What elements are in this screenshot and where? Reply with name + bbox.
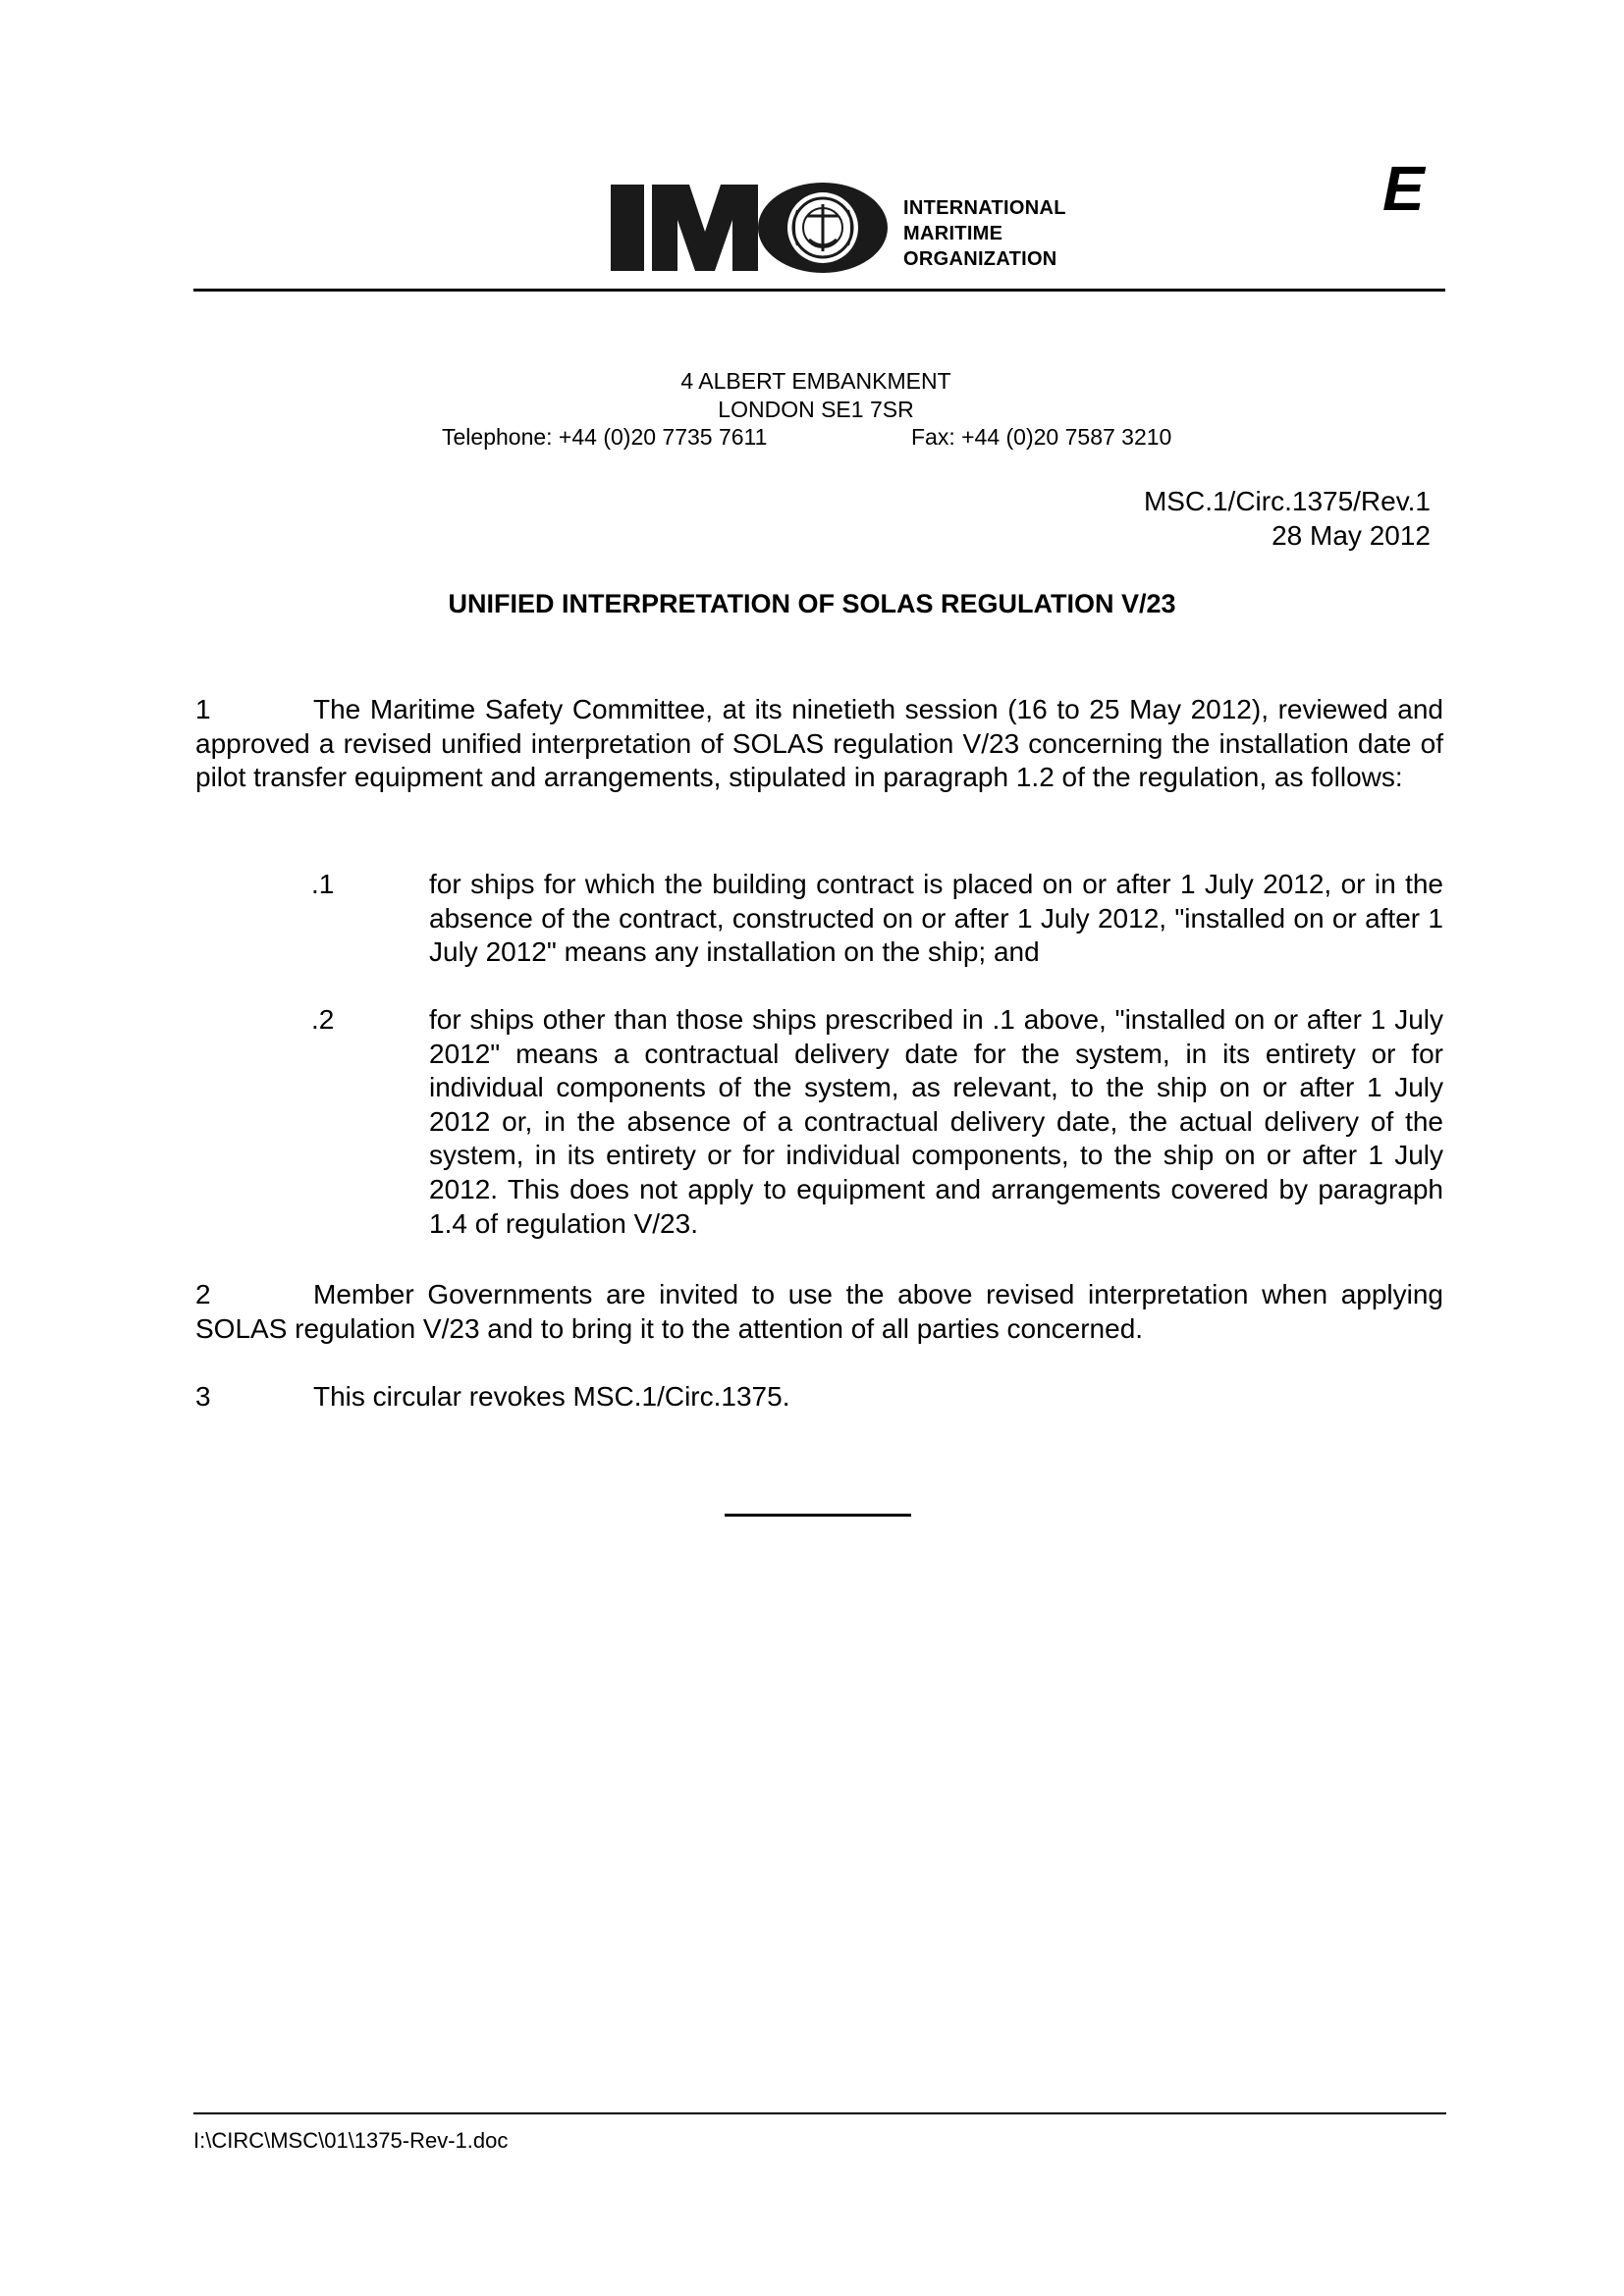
paragraph-2: [195, 1278, 1443, 1346]
organization-name: [903, 195, 1066, 272]
paragraph-text: The Maritime Safety Committee, at its ninetieth session (16 to 25 May 2012), reviewed and approved a revised unified interpretation of SOLAS regulation V/23 concerning the installation date of pilot transfer equipment and arrangements, stipulated in paragraph 1.2 of the regulation, as follows:: [195, 694, 1443, 793]
document-date: 28 May 2012: [1272, 520, 1431, 551]
end-of-document-line: [725, 1514, 911, 1517]
paragraph-3: [195, 1380, 1443, 1415]
org-line-1: INTERNATIONAL: [903, 197, 1066, 219]
fax: Fax: +44 (0)20 7587 3210: [911, 424, 1172, 450]
paragraph-number: 1: [195, 694, 211, 724]
org-line-3: ORGANIZATION: [903, 248, 1057, 270]
paragraph-number: 3: [195, 1381, 211, 1412]
document-reference: MSC.1/Circ.1375/Rev.1: [1143, 486, 1431, 516]
address-line-2: LONDON SE1 7SR: [718, 397, 914, 422]
sub-item-2: [311, 1003, 1443, 1241]
document-title: UNIFIED INTERPRETATION OF SOLAS REGULATION V/23: [448, 589, 1176, 618]
footer-rule: [193, 2112, 1446, 2114]
sub-item-text: for ships for which the building contract is placed on or after 1 July 2012, or in the absence of the contract, constructed on or after 1 July 2012, "installed on or after 1 July 2012" means any installation on the ship; and: [429, 869, 1443, 968]
paragraph-number: 2: [195, 1279, 211, 1309]
org-line-2: MARITIME: [903, 223, 1003, 244]
footer-file-path: I:\CIRC\MSC\01\1375-Rev-1.doc: [193, 2128, 509, 2153]
telephone: Telephone: +44 (0)20 7735 7611: [442, 424, 768, 450]
imo-logo: [611, 181, 890, 275]
language-letter: E: [1382, 153, 1425, 224]
sub-item-number: .1: [311, 869, 335, 899]
header-rule: [193, 289, 1445, 292]
paragraph-text: This circular revokes MSC.1/Circ.1375.: [313, 1381, 790, 1412]
sub-item-text: for ships other than those ships prescribed in .1 above, "installed on or after 1 July 2012" means a contractual delivery date for the system, in its entirety or for individual components of the system, as relevant, to the ship on or after 1 July 2012 or, in the absence of a contractual delivery date, the actual delivery of the system, in its entirety or for individual components, to the ship on or after 1 July 2012. This does not apply to equipment and arrangements covered by paragraph 1.4 of regulation V/23.: [429, 1004, 1443, 1239]
sub-item-number: .2: [311, 1004, 335, 1035]
paragraph-1: [195, 693, 1443, 795]
address-line-1: 4 ALBERT EMBANKMENT: [680, 368, 951, 394]
sub-item-1: [311, 868, 1443, 970]
paragraph-text: Member Governments are invited to use the above revised interpretation when applying SOLAS regulation V/23 and to bring it to the attention of all parties concerned.: [195, 1279, 1443, 1344]
imo-logo-mark: [611, 181, 890, 275]
